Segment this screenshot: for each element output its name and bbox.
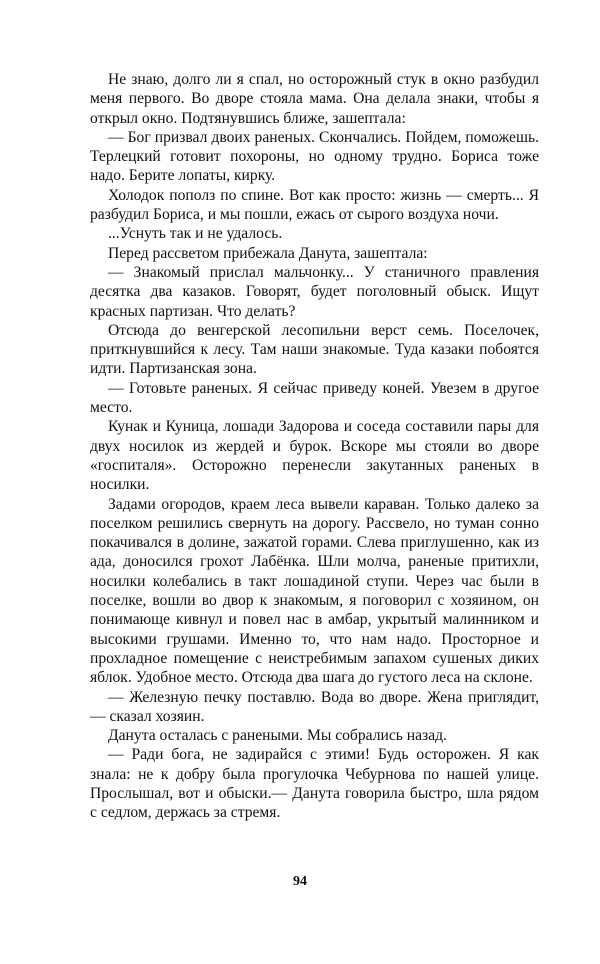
paragraph: Данута осталась с ранеными. Мы собрались назад. — [108, 727, 447, 745]
paragraph: Перед рассветом прибежала Данута, зашептала: — [108, 244, 428, 262]
paragraph: — Готовьте раненых. Я сейчас приведу коней. Увезем в другое место. — [90, 379, 539, 417]
paragraph: — Бог призвал двоих раненых. Скончались. Пойдем, поможешь. Терлецкий готовит похороны, но одному трудно. Бориса тоже надо. Берите лопаты, кирку. — [90, 128, 539, 185]
paragraph: — Знакомый прислал мальчонку... У станичного правления десятка два казаков. Говорят, будет поголовный обыск. Ищут красных партизан. Что делать? — [90, 263, 539, 320]
page-number: 94 — [293, 874, 307, 889]
paragraph: — Ради бога, не задирайся с этими! Будь осторожен. Я как знала: не к добру была прогулочка Чебурнова по нашей улице. Прослышал, вот и обыски.— Данута говорила быстро, шла рядом с седлом, держась за стремя. — [90, 746, 539, 822]
paragraph: — Железную печку поставлю. Вода во дворе. Жена приглядит,— сказал хозяин. — [90, 688, 539, 725]
paragraph: Холодок пополз по спине. Вот как просто: жизнь — смерть... Я разбудил Бориса, и мы пошли, ежась от сырого воздуха ночи. — [90, 186, 539, 224]
paragraph: Отсюда до венгерской лесопильни верст семь. Поселочек, приткнувшийся к лесу. Там наши знакомые. Туда казаки побоятся идти. Партизанская зона. — [90, 321, 539, 378]
page-text — [90, 70, 539, 823]
paragraph: Кунак и Куница, лошади Задорова и соседа составили пары для двух носилок из жердей и бурок. Вскоре мы стояли во дворе «госпиталя». Осторожно перенесли закутанных раненых в носилки. — [90, 418, 539, 494]
paragraph: Не знаю, долго ли я спал, но осторожный стук в окно разбудил меня первого. Во дворе стояла мама. Она делала знаки, чтобы я открыл окно. Подтянувшись ближе, зашептала: — [90, 71, 539, 127]
paragraph: Задами огородов, краем леса вывели караван. Только далеко за поселком решились свернуть на дорогу. Рассвело, но туман сонно покачивался в долине, зажатой горами. Слева приглушенно, как из ада, доносился грохот Лабёнка. Шли молча, раненые притихли, носилки колебались в такт лошадиной ступи. Через час были в поселке, вошли во двор к знакомым, я поговорил с хозяином, он понимающе кивнул и повел нас в амбар, укрытый малинником и высокими грушами. Именно то, что нам надо. Просторное и прохладное помещение с неистребимым запахом сушеных диких яблок. Удобное место. Отсюда два шага до густого леса на склоне. — [90, 495, 539, 687]
paragraph: ...Уснуть так и не удалось. — [108, 225, 283, 243]
